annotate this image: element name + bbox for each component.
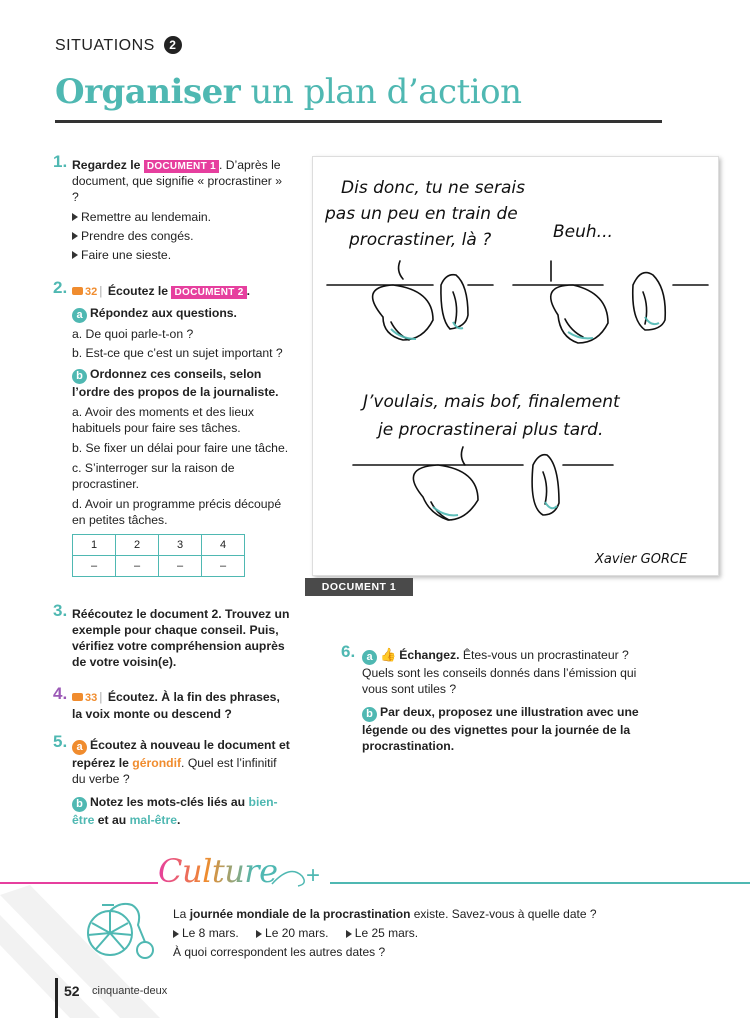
bubble-1-line-2: pas un peu en train de: [325, 204, 518, 224]
table-header: 2: [116, 535, 159, 556]
document-tag: DOCUMENT 1: [144, 160, 219, 173]
question-number: 5.: [53, 732, 68, 751]
q2-b-title: Ordonnez ces conseils, selon l’ordre des propos de la journaliste.: [72, 367, 279, 399]
audio-icon: [72, 287, 83, 295]
audio-track[interactable]: [72, 284, 97, 300]
audio-icon: [72, 693, 83, 701]
table-cell[interactable]: –: [73, 556, 116, 577]
highlight-mal-etre: mal-être: [129, 813, 177, 827]
table-header: 3: [159, 535, 202, 556]
q5-b-mid: et au: [94, 813, 130, 827]
q1-text-b: . D’après le document, que signifie « procrastiner » ?: [72, 158, 283, 204]
question-4: [53, 684, 292, 722]
option-item: Faire une sieste.: [72, 247, 287, 263]
culture-rule-left: [0, 882, 158, 884]
q5-a-rest: . Quel est l’infinitif du verbe ?: [72, 756, 277, 786]
separator: |: [99, 284, 103, 298]
q6-b-text: Par deux, proposez une illustration avec une légende ou des vignettes pour la journée de la procrastination.: [362, 705, 639, 753]
table-cell[interactable]: –: [116, 556, 159, 577]
list-item: d. Avoir un programme précis découpé en petites tâches.: [72, 497, 282, 527]
document-1-caption: DOCUMENT 1: [305, 578, 413, 596]
track-number: 32: [85, 286, 98, 298]
signature: Xavier GORCE: [595, 552, 688, 567]
list-item: b. Se fixer un délai pour faire une tâche.: [72, 441, 289, 455]
option-item: Remettre au lendemain.: [72, 209, 287, 225]
option-item: Le 25 mars.: [346, 926, 418, 940]
footer-bar: [55, 978, 58, 1018]
highlight-bien-etre: bien-être: [72, 795, 278, 827]
question-2: 2. 32 | Écoutez le DOCUMENT 2 . a Répondez aux questions. a. De quoi parle-t-on ? b. Est-ce que c’est un sujet important ? b Ordonnez ces conseils, selon l’ordre des propos de la journaliste. a. Avoir des moments et des lieux habituels pour faire ses tâches. b. Se fixer un délai pour faire une tâche. c. S’interroger sur la raison de procrastiner. d. Avoir un programme précis découpé en petites tâches. 1 2 3 4 – – – –: [72, 283, 294, 577]
q6-a-rest: Êtes-vous un procrastinateur ? Quels sont les conseils donnés dans l’émission qui vous sont utiles ?: [362, 648, 637, 696]
separator: |: [99, 690, 103, 704]
option-item: Le 8 mars.: [173, 926, 239, 940]
badge-a: a: [72, 308, 87, 323]
table-cell[interactable]: –: [159, 556, 202, 577]
list-item: a. Avoir des moments et des lieux habituels pour faire ses tâches.: [72, 405, 255, 435]
table-header: 1: [73, 535, 116, 556]
culture-bold: journée mondiale de la procrastination: [189, 907, 411, 921]
q5-b-text: Notez les mots-clés liés au: [90, 795, 249, 809]
q3-text: Réécoutez le document 2. Trouvez un exemple pour chaque conseil. Puis, vérifiez votre compréhension auprès de votre voisin(e).: [72, 607, 290, 669]
badge-b: b: [72, 797, 87, 812]
question-number: 3.: [53, 601, 68, 620]
audio-track[interactable]: [72, 690, 97, 706]
list-item: c. S’interroger sur la raison de procrastiner.: [72, 461, 235, 491]
highlight-gerondif: gérondif: [132, 756, 182, 770]
badge-a: a: [362, 650, 377, 665]
culture-word: Culture: [158, 852, 278, 890]
question-5: [53, 732, 292, 828]
bubble-3-line-1: J’voulais, mais bof, finalement: [363, 392, 620, 412]
culture-text-a: La: [173, 907, 190, 921]
question-number: 2.: [53, 278, 68, 297]
q2-instruction: Écoutez le: [107, 284, 172, 298]
q5-b-end: .: [177, 813, 181, 827]
culture-swirl: [270, 862, 330, 892]
option-item: Le 20 mars.: [256, 926, 328, 940]
q1-text-a: Regardez le: [72, 158, 144, 172]
badge-b: b: [362, 707, 377, 722]
title-bold: Organiser: [55, 72, 241, 112]
badge-a: a: [72, 740, 87, 755]
bubble-3-line-2: je procrastinerai plus tard.: [378, 420, 604, 440]
question-1: [53, 152, 287, 263]
bubble-1-line-3: procrastiner, là ?: [349, 230, 492, 250]
bubble-1-line-1: Dis donc, tu ne serais: [341, 178, 525, 198]
page-number: 52: [64, 983, 80, 999]
bubble-2: Beuh...: [553, 222, 613, 242]
table-cell[interactable]: –: [202, 556, 245, 577]
question-3: [53, 601, 292, 670]
option-item: Prendre des congés.: [72, 228, 287, 244]
culture-rule-right: [330, 882, 750, 884]
q6-a-bold: Échangez.: [399, 648, 460, 662]
question-number: 6.: [341, 642, 356, 661]
q4-text: Écoutez. À la fin des phrases, la voix monte ou descend ?: [72, 690, 280, 721]
section-label: [55, 36, 182, 55]
thumbs-up-icon: 👍: [380, 647, 397, 662]
q5-a-text: Écoutez à nouveau le document et repérez le: [72, 738, 290, 770]
culture-text-b: existe. Savez-vous à quelle date ?: [410, 907, 597, 921]
section-name: SITUATIONS: [55, 37, 155, 54]
badge-b: b: [72, 369, 87, 384]
track-number: 33: [85, 692, 98, 704]
culture-question: À quoi correspondent les autres dates ?: [173, 945, 386, 959]
page-number-words: cinquante-deux: [92, 985, 168, 997]
title-divider: [55, 120, 662, 123]
culture-plus: +: [306, 862, 321, 889]
document-tag: DOCUMENT 2: [171, 286, 246, 299]
comic-document-1: [312, 156, 719, 576]
list-item: b. Est-ce que c’est un sujet important ?: [72, 346, 283, 360]
page-title: [55, 72, 521, 112]
comic-illustration: [313, 157, 718, 575]
table-header: 4: [202, 535, 245, 556]
penny-farthing-icon: [82, 895, 157, 963]
section-number-badge: 2: [164, 36, 182, 54]
question-number: 4.: [53, 684, 68, 703]
question-6: [341, 642, 642, 754]
question-number: 1.: [53, 152, 68, 171]
culture-content: [173, 906, 613, 960]
list-item: a. De quoi parle-t-on ?: [72, 327, 194, 341]
title-rest: un plan d’action: [240, 72, 522, 112]
q2-a-title: Répondez aux questions.: [90, 306, 237, 320]
answer-table: [72, 534, 245, 577]
